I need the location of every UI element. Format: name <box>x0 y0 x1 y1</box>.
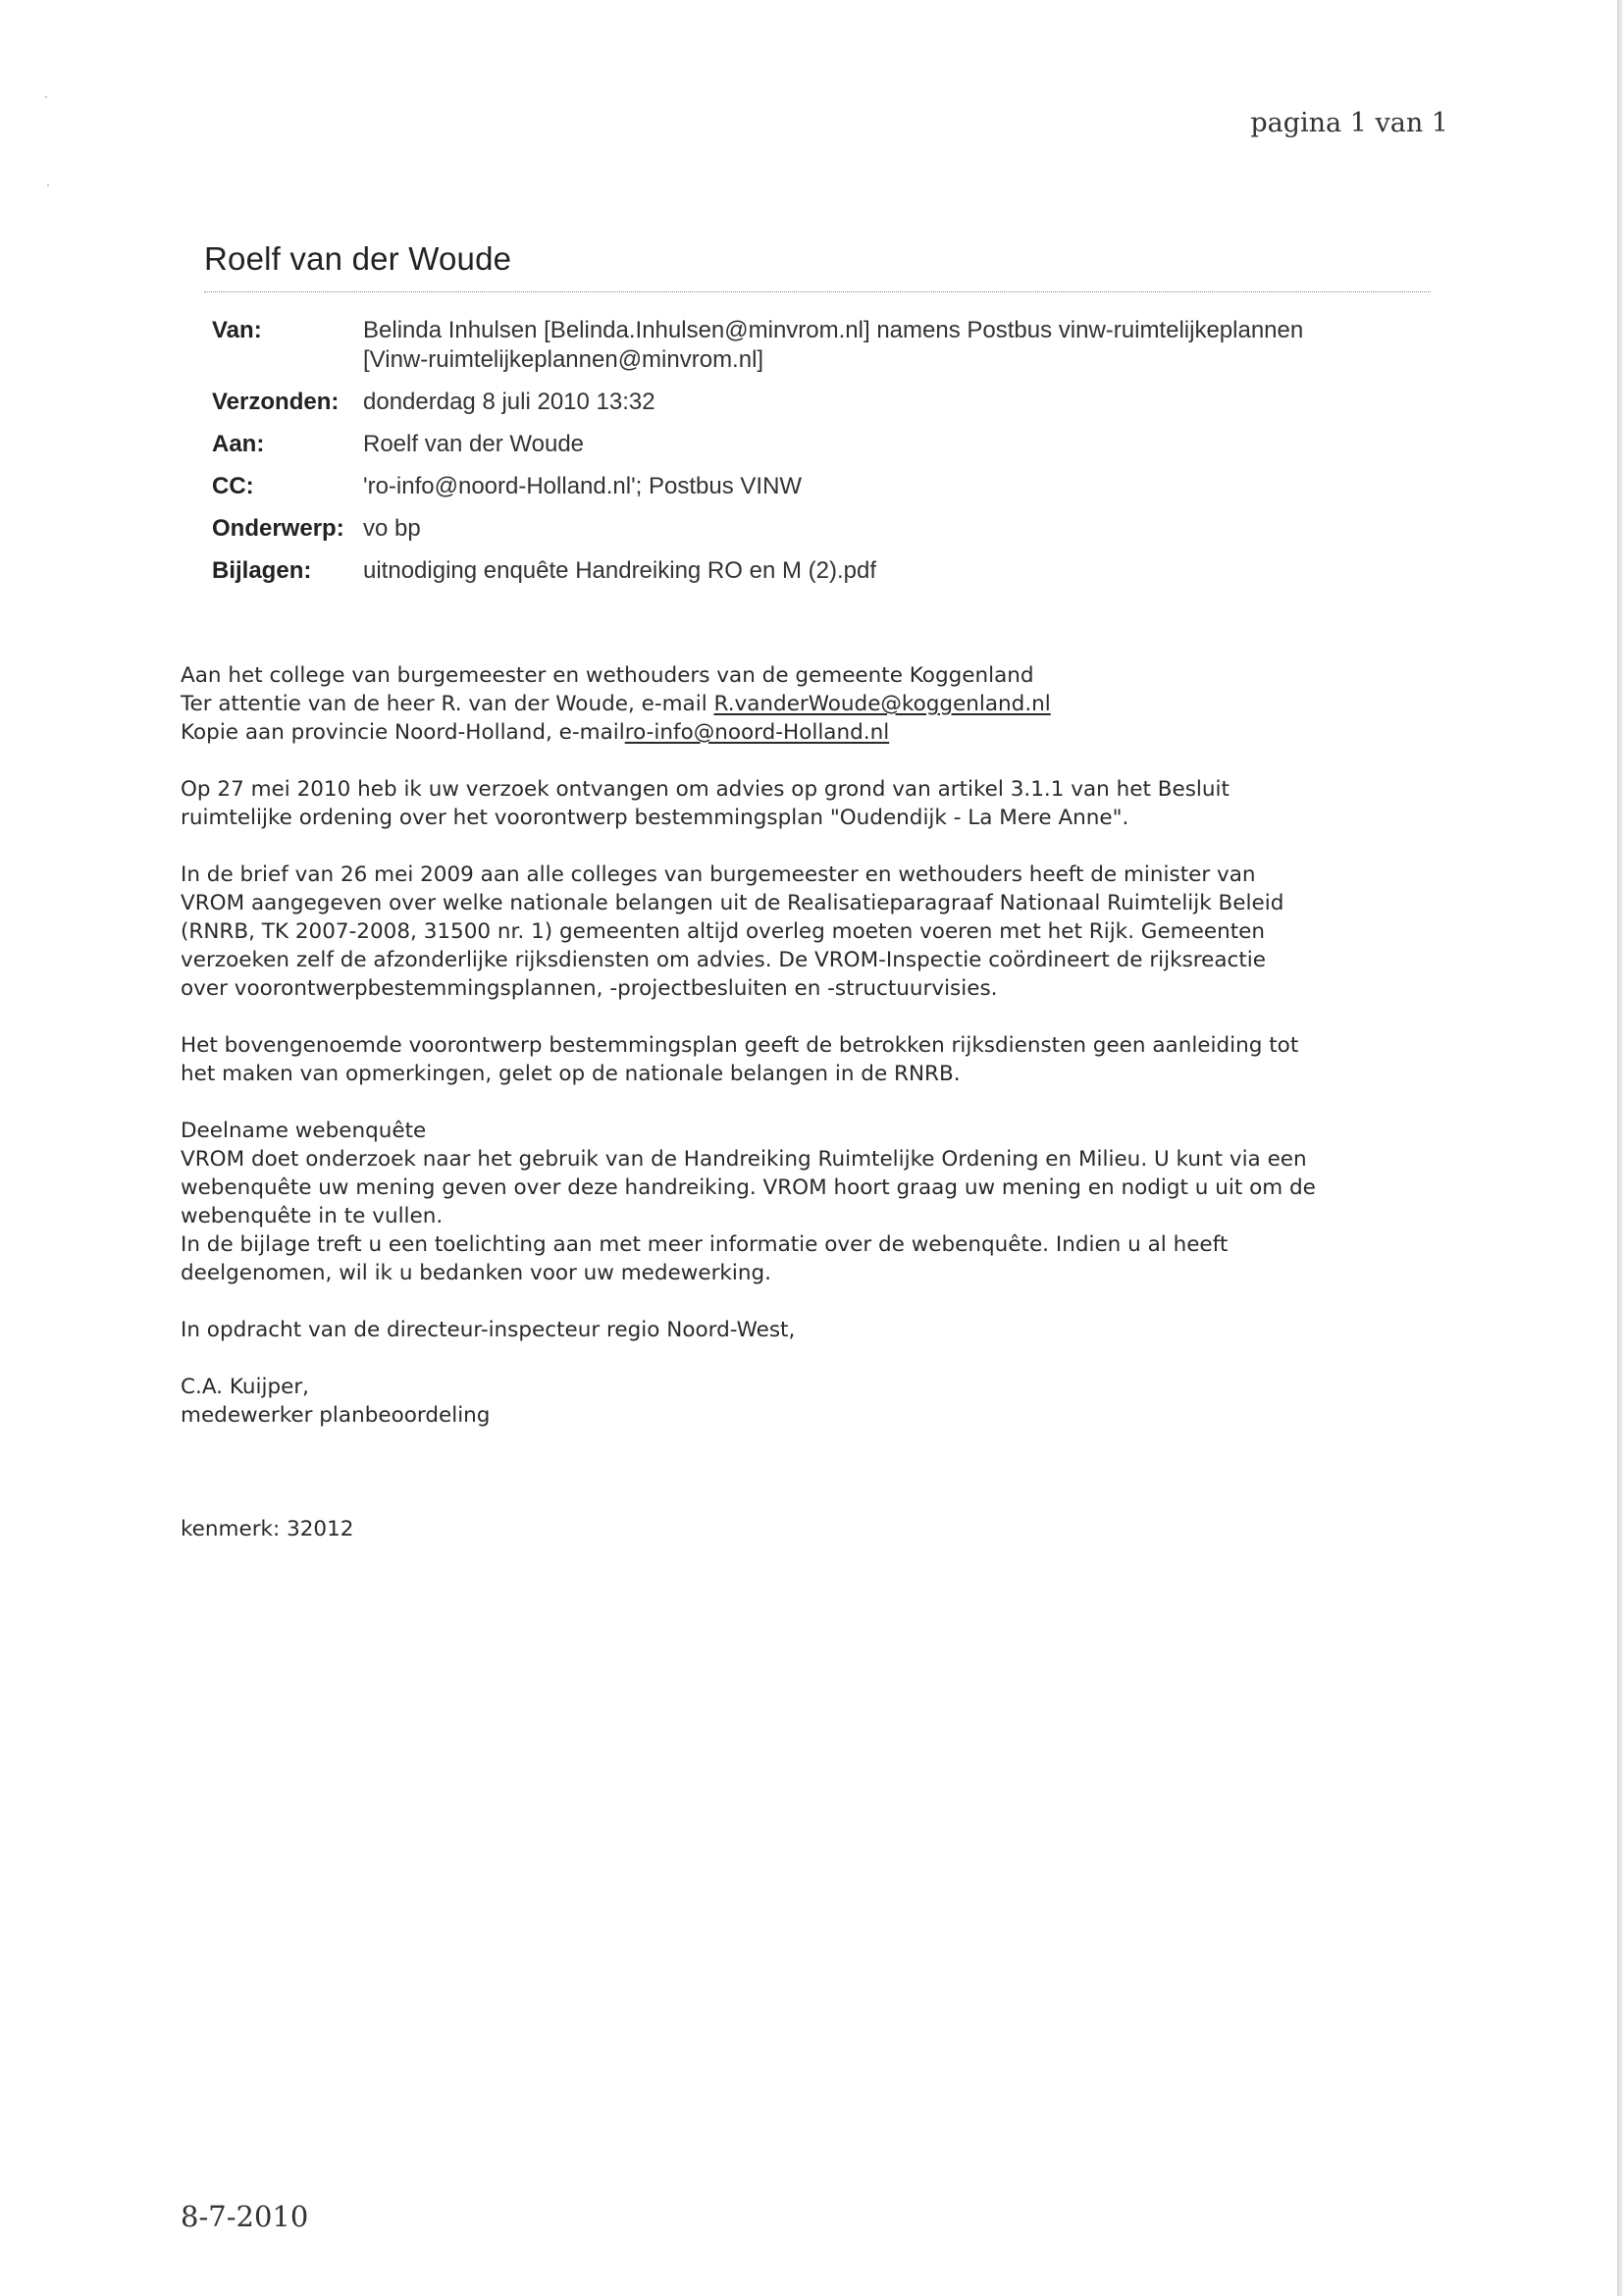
header-value: Roelf van der Woude <box>363 431 585 457</box>
header-row-cc <box>212 472 1439 501</box>
header-value: 'ro-info@noord-Holland.nl'; Postbus VINW <box>363 473 803 499</box>
addressee-line <box>181 718 1456 747</box>
paragraph-conclusion <box>181 1031 1456 1088</box>
paragraph-line: ruimtelijke ordening over het voorontwerp bestemmingsplan "Oudendijk - La Mere Anne". <box>181 806 1129 830</box>
paragraph-line: (RNRB, TK 2007-2008, 31500 nr. 1) gemeenten altijd overleg moeten voeren met het Rijk. Gemeenten <box>181 919 1265 944</box>
header-row-to <box>212 430 1439 459</box>
header-label: Van: <box>212 317 262 343</box>
paragraph-webenquete <box>181 1117 1456 1287</box>
header-label: Onderwerp: <box>212 515 344 542</box>
header-row-from <box>212 316 1439 375</box>
signature-role: medewerker planbeoordeling <box>181 1403 491 1428</box>
scan-speck <box>47 184 49 186</box>
paragraph-line: het maken van opmerkingen, gelet op de nationale belangen in de RNRB. <box>181 1062 961 1086</box>
signature <box>181 1373 1456 1430</box>
email-header <box>212 316 1439 599</box>
attachment-name: uitnodiging enquête Handreiking RO en M (2).pdf <box>363 557 876 584</box>
header-label: CC: <box>212 473 254 499</box>
addressee-block <box>181 661 1456 747</box>
signature-name: C.A. Kuijper, <box>181 1375 309 1399</box>
paragraph-line: In de bijlage treft u een toelichting aan met meer informatie over de webenquête. Indien u al heeft <box>181 1232 1229 1257</box>
header-label: Aan: <box>212 431 265 457</box>
addressee-line: Aan het college van burgemeester en wethouders van de gemeente Koggenland <box>181 663 1034 688</box>
paragraph-line: Op 27 mei 2010 heb ik uw verzoek ontvangen om advies op grond van artikel 3.1.1 van het Besluit <box>181 777 1230 802</box>
email-link-koggenland[interactable]: R.vanderWoude@koggenland.nl <box>713 692 1051 716</box>
print-date: 8-7-2010 <box>181 2200 309 2233</box>
from-line: [Vinw-ruimtelijkeplannen@minvrom.nl] <box>363 346 764 373</box>
addressee-text: Ter attentie van de heer R. van der Woude, e-mail <box>181 692 714 716</box>
header-label: Verzonden: <box>212 389 340 415</box>
paragraph-line: webenquête in te vullen. <box>181 1204 444 1228</box>
page-edge <box>1617 0 1623 2296</box>
from-line: Belinda Inhulsen [Belinda.Inhulsen@minvrom.nl] namens Postbus vinw-ruimtelijkeplannen <box>363 317 1304 343</box>
addressee-line <box>181 690 1456 718</box>
reference-number: kenmerk: 32012 <box>181 1517 354 1541</box>
paragraph-line: Het bovengenoemde voorontwerp bestemmingsplan geeft de betrokken rijksdiensten geen aanleiding tot <box>181 1033 1299 1058</box>
header-row-subject <box>212 514 1439 544</box>
header-label: Bijlagen: <box>212 557 312 584</box>
paragraph-national-interests <box>181 861 1456 1003</box>
closing: In opdracht van de directeur-inspecteur regio Noord-West, <box>181 1318 796 1342</box>
scan-speck <box>45 96 47 98</box>
paragraph-line: verzoeken zelf de afzonderlijke rijksdiensten om advies. De VROM-Inspectie coördineert de rijksreactie <box>181 948 1266 972</box>
header-row-sent <box>212 388 1439 417</box>
email-body <box>181 661 1456 1572</box>
header-divider <box>204 291 1431 292</box>
paragraph-line: over voorontwerpbestemmingsplannen, -projectbesluiten en -structuurvisies. <box>181 976 998 1001</box>
email-link-noord-holland[interactable]: ro-info@noord-Holland.nl <box>624 720 890 745</box>
header-value <box>363 316 1439 375</box>
page-number: pagina 1 van 1 <box>1250 108 1448 138</box>
header-value: vo bp <box>363 515 421 542</box>
paragraph-line: webenquête uw mening geven over deze handreiking. VROM hoort graag uw mening en nodigt u uit om de <box>181 1175 1316 1200</box>
paragraph-line: VROM aangegeven over welke nationale belangen uit de Realisatieparagraaf Nationaal Ruimtelijk Beleid <box>181 891 1284 915</box>
paragraph-line: In de brief van 26 mei 2009 aan alle colleges van burgemeester en wethouders heeft de minister van <box>181 862 1256 887</box>
paragraph-request <box>181 775 1456 832</box>
paragraph-line: Deelname webenquête <box>181 1119 427 1143</box>
header-value: donderdag 8 juli 2010 13:32 <box>363 389 655 415</box>
mailbox-owner-name: Roelf van der Woude <box>204 240 512 277</box>
addressee-text: Kopie aan provincie Noord-Holland, e-mail <box>181 720 625 745</box>
paragraph-line: deelgenomen, wil ik u bedanken voor uw medewerking. <box>181 1261 771 1285</box>
header-row-attachments <box>212 556 1439 586</box>
paragraph-line: VROM doet onderzoek naar het gebruik van de Handreiking Ruimtelijke Ordening en Milieu. U kunt via een <box>181 1147 1307 1172</box>
